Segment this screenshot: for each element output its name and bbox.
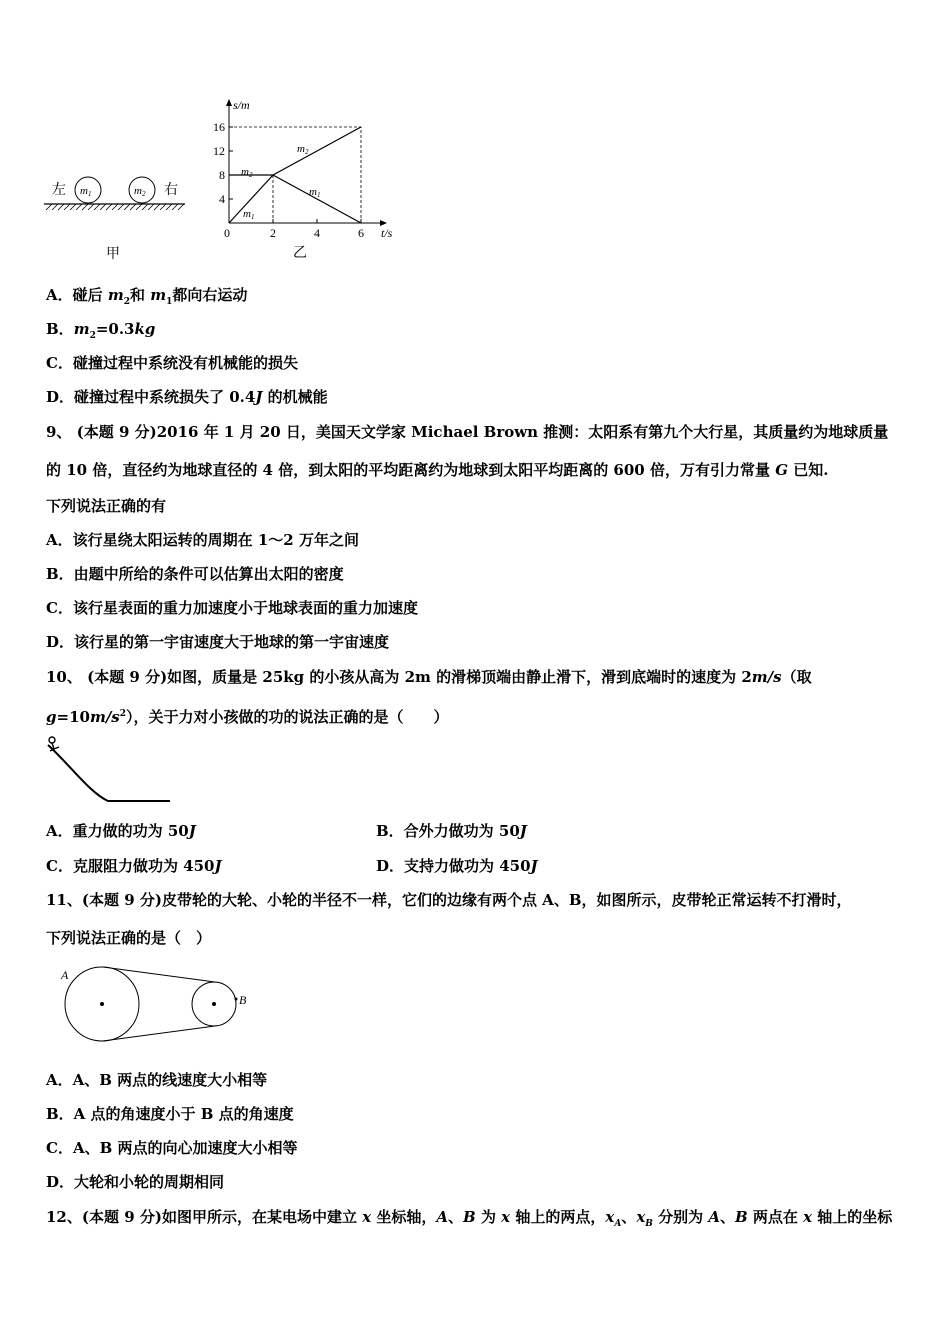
q10-stem-line1: 10、 (本题 9 分)如图，质量是 25kg 的小孩从高为 2m 的滑梯顶端由静止滑下，滑到底端时的速度为 2m/s（取 — [46, 668, 812, 686]
point-b-label: B — [239, 993, 247, 1007]
q9-option-a: A．该行星绕太阳运转的周期在 1～2 万年之间 — [46, 531, 359, 549]
x-tick-label: 2 — [270, 226, 276, 240]
x-tick-label: 0 — [224, 226, 230, 240]
y-axis-arrow — [226, 99, 232, 106]
q10-option-b: B．合外力做功为 50J — [376, 822, 527, 840]
x-axis-label: t/s — [381, 226, 393, 240]
q11-option-d: D．大轮和小轮的周期相同 — [46, 1173, 225, 1191]
q9-option-b: B．由题中所给的条件可以估算出太阳的密度 — [46, 565, 344, 583]
q11-stem-line1: 11、(本题 9 分)皮带轮的大轮、小轮的半径不一样，它们的边缘有两个点 A、B，如图所示，皮带轮正常运转不打滑时， — [46, 891, 852, 909]
q8-option-b: B．$m_2=0.3kg$ — [46, 320, 156, 341]
point-b-dot — [235, 998, 238, 1001]
slide-curve — [48, 745, 170, 801]
slide-figure — [40, 735, 180, 807]
figure-yi-chart — [205, 95, 405, 270]
y-tick-label: 4 — [219, 192, 225, 206]
label-m2-left: m2 — [241, 166, 253, 179]
label-left: 左 — [52, 183, 66, 198]
child-icon — [49, 737, 59, 751]
q8-option-a: A．碰后 $m_2$和 $m_1$都向右运动 — [46, 286, 248, 307]
q10-option-a: A．重力做的功为 50J — [46, 822, 196, 840]
series-line-4 — [273, 175, 361, 223]
ground-hatch — [46, 204, 184, 210]
q9-option-d: D．该行星的第一宇宙速度大于地球的第一宇宙速度 — [46, 633, 390, 651]
large-wheel-center — [100, 1002, 104, 1006]
caption-yi: 乙 — [293, 246, 307, 261]
q10-stem-line2: $g=10m/s^2$），关于力对小孩做的功的说法正确的是（ ） — [46, 708, 449, 726]
q8-option-d: D．碰撞过程中系统损失了 0.4J 的机械能 — [46, 388, 328, 406]
series-line-3 — [273, 127, 361, 175]
small-wheel-center — [212, 1002, 216, 1006]
ball-m1-label: m1 — [80, 185, 92, 198]
q8-option-c: C．碰撞过程中系统没有机械能的损失 — [46, 354, 298, 372]
q10-option-d: D．支持力做功为 450J — [376, 857, 538, 875]
q11-stem-line2: 下列说法正确的是（ ） — [46, 929, 212, 947]
q12-stem-line1: 12、(本题 9 分)如图甲所示，在某电场中建立 x 坐标轴，A、B 为 x 轴上的两点，$x_A$、$x_B$ 分别为 A、B 两点在 x 轴上的坐标 — [46, 1208, 893, 1229]
label-m2-top: m2 — [297, 143, 309, 156]
q9-stem-line2: 的 10 倍，直径约为地球直径的 4 倍，到太阳的平均距离约为地球到太阳平均距离的 600 倍，万有引力常量 G 已知. — [46, 461, 829, 479]
q11-option-c: C．A、B 两点的向心加速度大小相等 — [46, 1139, 298, 1157]
y-axis-label: s/m — [233, 98, 250, 112]
q9-stem-line1: 9、 (本题 9 分)2016 年 1 月 20 日，美国天文学家 Michael Brown 推测：太阳系有第九个大行星，其质量约为地球质量 — [46, 423, 889, 441]
q9-option-c: C．该行星表面的重力加速度小于地球表面的重力加速度 — [46, 599, 418, 617]
point-a-label: A — [61, 968, 69, 982]
y-tick-label: 16 — [213, 120, 225, 134]
q9-stem-line3: 下列说法正确的有 — [46, 497, 167, 515]
belt-pulley-figure — [55, 962, 255, 1047]
ball-m2-label: m2 — [134, 185, 146, 198]
x-tick-label: 6 — [358, 226, 364, 240]
y-tick-label: 12 — [213, 144, 225, 158]
label-right: 右 — [164, 183, 178, 198]
q11-option-a: A．A、B 两点的线速度大小相等 — [46, 1071, 268, 1089]
label-m1-bottom: m1 — [243, 208, 255, 221]
figure-jia — [40, 170, 200, 270]
y-tick-label: 8 — [219, 168, 225, 182]
q11-option-b: B．A 点的角速度小于 B 点的角速度 — [46, 1105, 294, 1123]
label-m1-right: m1 — [309, 186, 321, 199]
belt-bottom — [103, 1026, 215, 1041]
q10-option-c: C．克服阻力做功为 450J — [46, 857, 222, 875]
x-tick-label: 4 — [314, 226, 320, 240]
belt-top — [103, 967, 215, 982]
caption-jia: 甲 — [106, 247, 120, 262]
